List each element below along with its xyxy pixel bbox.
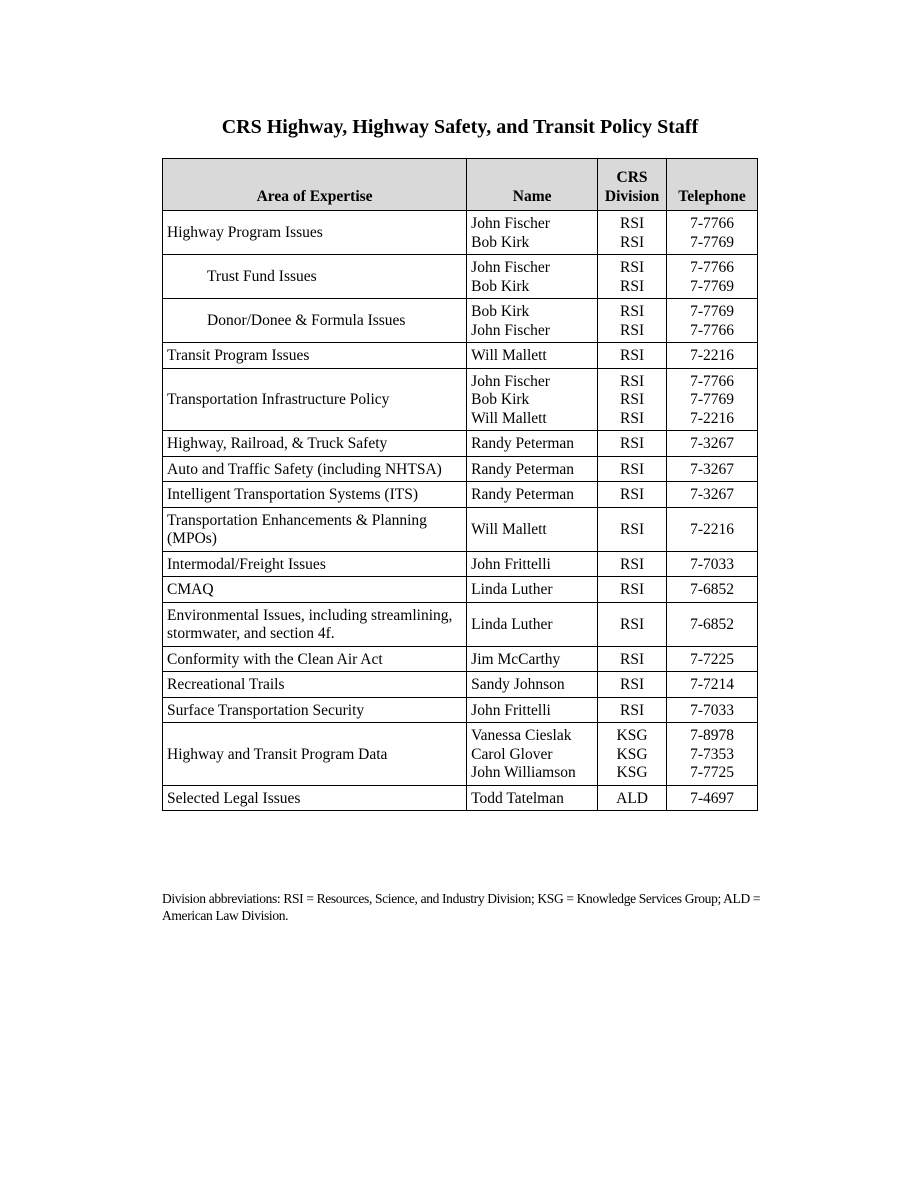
division-cell — [598, 672, 667, 698]
telephone-number: 7-7353 — [690, 745, 734, 763]
name-cell — [467, 785, 598, 811]
division-cell — [598, 456, 667, 482]
telephone-number: 7-7033 — [690, 555, 734, 573]
area-of-expertise-cell: Highway Program Issues — [163, 211, 467, 255]
telephone-number: 7-4697 — [690, 789, 734, 807]
division-cell — [598, 551, 667, 577]
table-header-row — [163, 159, 758, 211]
staff-name: Todd Tatelman — [471, 789, 564, 807]
header-division-line2: Division — [604, 187, 660, 205]
telephone-cell — [667, 343, 758, 369]
table-row — [163, 299, 758, 343]
telephone-number: 7-7769 — [690, 303, 734, 320]
table-row — [163, 577, 758, 603]
staff-name: Will Mallett — [471, 347, 547, 364]
telephone-cell — [667, 577, 758, 603]
telephone-number: 7-7766 — [690, 259, 734, 276]
telephone-cell — [667, 456, 758, 482]
telephone-number: 7-6852 — [690, 615, 734, 633]
telephone-cell — [667, 672, 758, 698]
telephone-cell — [667, 697, 758, 723]
name-cell — [467, 343, 598, 369]
table-row — [163, 482, 758, 508]
division-code: RSI — [620, 391, 645, 408]
area-of-expertise-cell: Auto and Traffic Safety (including NHTSA) — [163, 456, 467, 482]
staff-table-body — [163, 211, 758, 811]
name-cell — [467, 255, 598, 299]
name-cell — [467, 431, 598, 457]
staff-name: Vanessa Cieslak — [471, 727, 572, 744]
staff-name: Bob Kirk — [471, 391, 530, 408]
telephone-cell — [667, 431, 758, 457]
area-of-expertise-cell: Environmental Issues, including streamlining, stormwater, and section 4f. — [163, 602, 467, 646]
telephone-number: 7-7769 — [690, 233, 734, 251]
telephone-cell — [667, 785, 758, 811]
division-cell — [598, 646, 667, 672]
telephone-number: 7-6852 — [690, 581, 734, 598]
division-cell — [598, 368, 667, 431]
telephone-cell — [667, 255, 758, 299]
staff-name: Carol Glover — [471, 745, 553, 763]
telephone-cell — [667, 299, 758, 343]
staff-name: John Fischer — [471, 372, 550, 390]
division-cell — [598, 785, 667, 811]
division-code: RSI — [620, 259, 645, 276]
staff-table — [162, 158, 758, 811]
table-row — [163, 431, 758, 457]
staff-name: Linda Luther — [471, 581, 553, 598]
division-cell — [598, 697, 667, 723]
table-row — [163, 723, 758, 786]
header-telephone: Telephone — [667, 159, 758, 211]
division-cell — [598, 723, 667, 786]
staff-name: Bob Kirk — [471, 277, 530, 295]
division-code: RSI — [620, 520, 645, 538]
division-cell — [598, 602, 667, 646]
staff-name: John Williamson — [471, 764, 576, 781]
telephone-cell — [667, 211, 758, 255]
division-code: RSI — [620, 460, 645, 478]
name-cell — [467, 697, 598, 723]
area-of-expertise-cell: Selected Legal Issues — [163, 785, 467, 811]
table-row — [163, 697, 758, 723]
name-cell — [467, 482, 598, 508]
name-cell — [467, 723, 598, 786]
table-row — [163, 551, 758, 577]
area-of-expertise-cell: Transit Program Issues — [163, 343, 467, 369]
telephone-number: 7-7769 — [690, 391, 734, 408]
division-cell — [598, 577, 667, 603]
area-of-expertise-cell: Recreational Trails — [163, 672, 467, 698]
division-cell — [598, 255, 667, 299]
telephone-number: 7-3267 — [690, 460, 734, 478]
division-code: ALD — [616, 789, 648, 807]
telephone-number: 7-7225 — [690, 650, 734, 668]
division-cell — [598, 431, 667, 457]
division-code: KSG — [616, 745, 648, 763]
staff-name: Will Mallett — [471, 409, 547, 427]
telephone-number: 7-8978 — [690, 727, 734, 744]
page-title: CRS Highway, Highway Safety, and Transit Policy Staff — [221, 116, 699, 138]
staff-name: Bob Kirk — [471, 233, 530, 251]
telephone-number: 7-7766 — [690, 372, 734, 390]
division-code: RSI — [620, 555, 645, 573]
division-code: RSI — [620, 347, 645, 364]
header-name: Name — [467, 159, 598, 211]
staff-name: Jim McCarthy — [471, 650, 561, 668]
staff-name: Bob Kirk — [471, 303, 530, 320]
table-row — [163, 602, 758, 646]
table-row — [163, 507, 758, 551]
staff-name: Randy Peterman — [471, 460, 575, 478]
division-code: RSI — [620, 409, 645, 427]
division-code: RSI — [620, 321, 645, 339]
table-row — [163, 343, 758, 369]
table-row — [163, 255, 758, 299]
division-code: RSI — [620, 581, 645, 598]
telephone-number: 7-2216 — [690, 347, 734, 364]
table-row — [163, 368, 758, 431]
division-code: RSI — [620, 215, 645, 232]
staff-name: Randy Peterman — [471, 486, 575, 503]
name-cell — [467, 368, 598, 431]
area-of-expertise-cell: Donor/Donee & Formula Issues — [163, 299, 467, 343]
telephone-cell — [667, 646, 758, 672]
division-code: RSI — [620, 303, 645, 320]
name-cell — [467, 551, 598, 577]
area-of-expertise-cell: Transportation Infrastructure Policy — [163, 368, 467, 431]
area-of-expertise-cell: CMAQ — [163, 577, 467, 603]
name-cell — [467, 602, 598, 646]
division-cell — [598, 299, 667, 343]
name-cell — [467, 672, 598, 698]
division-code: RSI — [620, 435, 645, 452]
table-row — [163, 646, 758, 672]
staff-name: Sandy Johnson — [471, 676, 565, 693]
division-code: RSI — [620, 676, 645, 693]
division-code: RSI — [620, 650, 645, 668]
division-code: KSG — [616, 727, 648, 744]
telephone-number: 7-7033 — [690, 701, 734, 719]
division-cell — [598, 343, 667, 369]
table-row — [163, 672, 758, 698]
staff-name: Linda Luther — [471, 615, 553, 633]
staff-name: Will Mallett — [471, 520, 547, 538]
division-cell — [598, 211, 667, 255]
telephone-cell — [667, 368, 758, 431]
name-cell — [467, 456, 598, 482]
header-crs-division — [598, 159, 667, 211]
telephone-cell — [667, 482, 758, 508]
telephone-number: 7-7769 — [690, 277, 734, 295]
name-cell — [467, 577, 598, 603]
division-code: RSI — [620, 701, 645, 719]
division-abbreviations-footnote: Division abbreviations: RSI = Resources, Science, and Industry Division; KSG = Knowledge Services Group; ALD = American Law Division. — [162, 891, 761, 923]
name-cell — [467, 507, 598, 551]
telephone-number: 7-3267 — [690, 435, 734, 452]
division-code: RSI — [620, 615, 645, 633]
header-division-line1: CRS — [616, 169, 648, 186]
area-of-expertise-cell: Intermodal/Freight Issues — [163, 551, 467, 577]
staff-name: John Frittelli — [471, 701, 551, 719]
area-of-expertise-cell: Conformity with the Clean Air Act — [163, 646, 467, 672]
table-row — [163, 785, 758, 811]
name-cell — [467, 211, 598, 255]
staff-name: John Frittelli — [471, 555, 551, 573]
area-of-expertise-cell: Highway and Transit Program Data — [163, 723, 467, 786]
staff-name: John Fischer — [471, 259, 550, 276]
telephone-number: 7-7766 — [690, 215, 734, 232]
staff-name: Randy Peterman — [471, 435, 575, 452]
division-code: RSI — [620, 277, 645, 295]
header-area-of-expertise: Area of Expertise — [163, 159, 467, 211]
area-of-expertise-cell: Surface Transportation Security — [163, 697, 467, 723]
division-cell — [598, 482, 667, 508]
name-cell — [467, 646, 598, 672]
division-code: RSI — [620, 233, 645, 251]
telephone-cell — [667, 507, 758, 551]
staff-name: John Fischer — [471, 215, 550, 232]
telephone-number: 7-7766 — [690, 321, 734, 339]
division-code: RSI — [620, 486, 645, 503]
division-code: KSG — [616, 764, 648, 781]
telephone-cell — [667, 551, 758, 577]
telephone-number: 7-2216 — [690, 409, 734, 427]
division-code: RSI — [620, 372, 645, 390]
telephone-number: 7-7725 — [690, 764, 734, 781]
area-of-expertise-cell: Transportation Enhancements & Planning (MPOs) — [163, 507, 467, 551]
table-row — [163, 456, 758, 482]
telephone-number: 7-3267 — [690, 486, 734, 503]
area-of-expertise-cell: Intelligent Transportation Systems (ITS) — [163, 482, 467, 508]
telephone-cell — [667, 602, 758, 646]
division-cell — [598, 507, 667, 551]
telephone-number: 7-2216 — [690, 520, 734, 538]
area-of-expertise-cell: Trust Fund Issues — [163, 255, 467, 299]
area-of-expertise-cell: Highway, Railroad, & Truck Safety — [163, 431, 467, 457]
staff-name: John Fischer — [471, 321, 550, 339]
name-cell — [467, 299, 598, 343]
telephone-cell — [667, 723, 758, 786]
table-row — [163, 211, 758, 255]
telephone-number: 7-7214 — [690, 676, 734, 693]
